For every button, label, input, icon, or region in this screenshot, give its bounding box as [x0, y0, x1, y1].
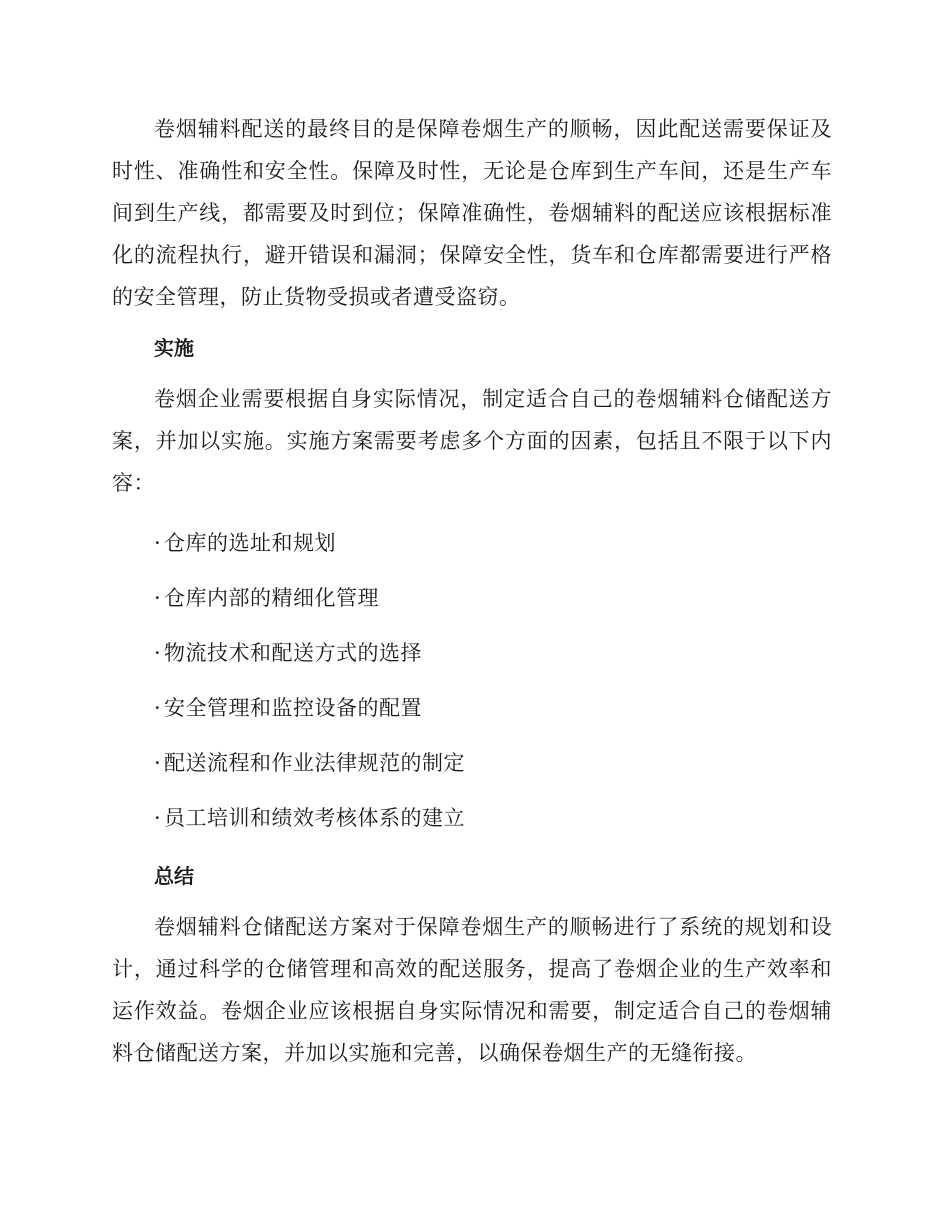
- summary-heading: 总结: [154, 864, 194, 888]
- list-item: [112, 736, 832, 791]
- list-item: [112, 681, 832, 736]
- bullet-marker: ·: [154, 696, 162, 720]
- bullet-marker: ·: [154, 641, 162, 665]
- list-item: [112, 626, 832, 681]
- document-page: [112, 108, 832, 1074]
- bullet-marker: ·: [154, 531, 162, 555]
- list-item-text: 物流技术和配送方式的选择: [164, 641, 422, 665]
- list-item-text: 配送流程和作业法律规范的制定: [164, 751, 465, 775]
- intro-paragraph: 卷烟辅料配送的最终目的是保障卷烟生产的顺畅，因此配送需要保证及时性、准确性和安全性。保障及时性，无论是仓库到生产车间，还是生产车间到生产线，都需要及时到位；保障准确性，卷烟辅料的配送应该根据标准化的流程执行，避开错误和漏洞；保障安全性，货车和仓库都需要进行严格的安全管理，防止货物受损或者遭受盗窃。: [112, 117, 832, 309]
- bullet-marker: ·: [154, 806, 162, 830]
- summary-paragraph: 卷烟辅料仓储配送方案对于保障卷烟生产的顺畅进行了系统的规划和设计，通过科学的仓储管理和高效的配送服务，提高了卷烟企业的生产效率和运作效益。卷烟企业应该根据自身实际情况和需要，制定适合自己的卷烟辅料仓储配送方案，并加以实施和完善，以确保卷烟生产的无缝衔接。: [112, 915, 832, 1065]
- implementation-list: [112, 516, 832, 846]
- list-item-text: 仓库的选址和规划: [164, 531, 336, 555]
- implementation-paragraph: 卷烟企业需要根据自身实际情况，制定适合自己的卷烟辅料仓储配送方案，并加以实施。实施方案需要考虑多个方面的因素，包括且不限于以下内容：: [112, 387, 832, 495]
- list-item: [112, 791, 832, 846]
- bullet-marker: ·: [154, 586, 162, 610]
- list-item-text: 员工培训和绩效考核体系的建立: [164, 806, 465, 830]
- list-item: [112, 571, 832, 626]
- list-item-text: 安全管理和监控设备的配置: [164, 696, 422, 720]
- implementation-heading: 实施: [154, 336, 194, 360]
- list-item: [112, 516, 832, 571]
- list-item-text: 仓库内部的精细化管理: [164, 586, 379, 610]
- bullet-marker: ·: [154, 751, 162, 775]
